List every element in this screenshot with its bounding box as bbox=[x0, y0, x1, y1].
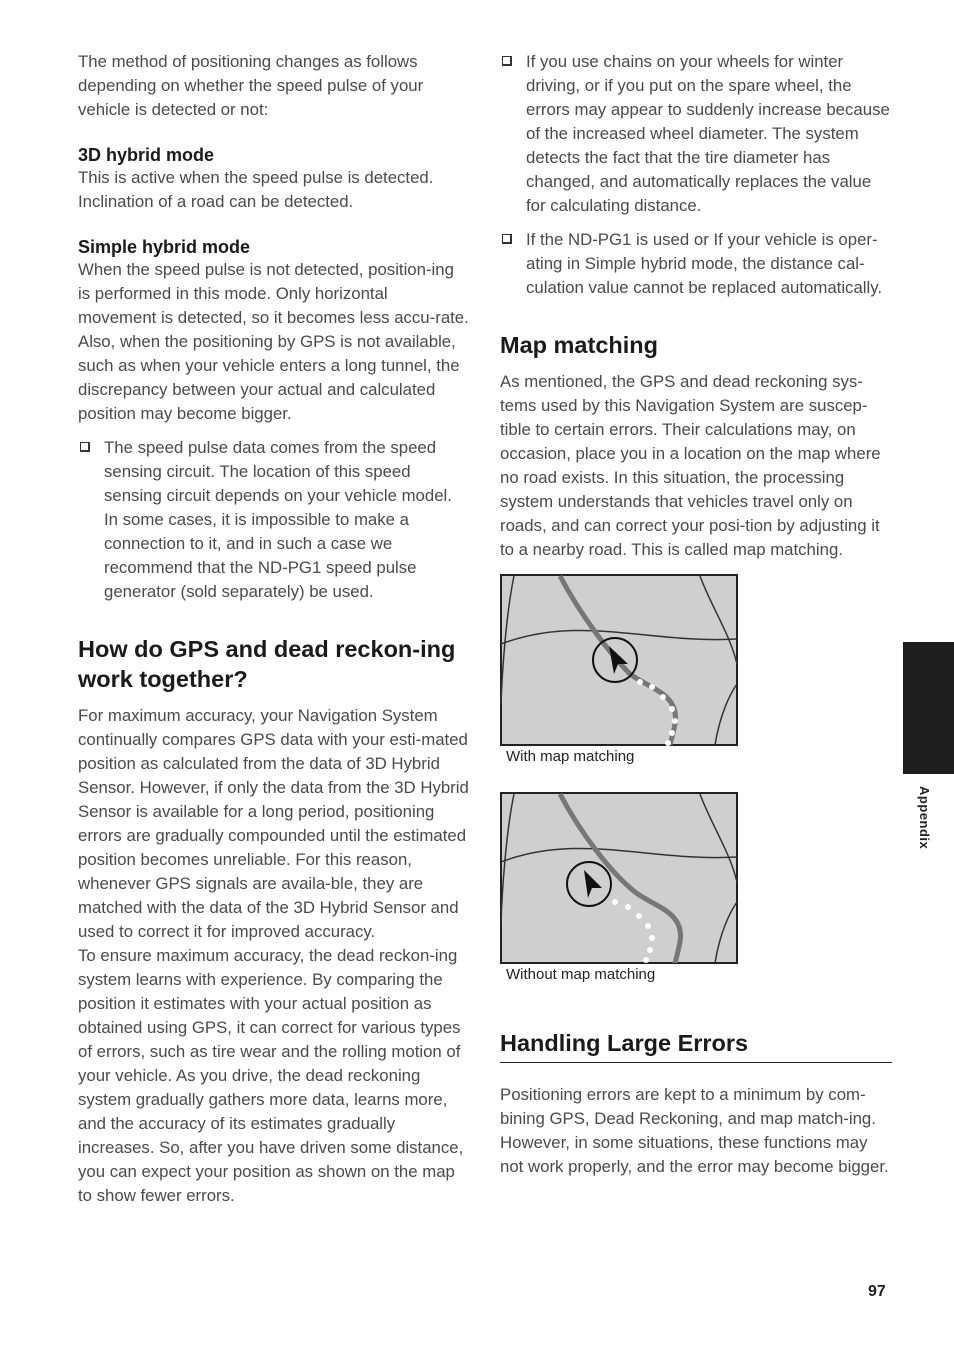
speed-pulse-note-text: The speed pulse data comes from the speed sensing circuit. The location of this speed sensing circuit depends on your vehicle model. In some cases, it is impossible to make a connection to it, and in such a case we recommend that the ND-PG1 speed pulse generator (sold separately) be used. bbox=[104, 438, 452, 601]
page-number: 97 bbox=[868, 1283, 886, 1300]
handling-large-errors-text: Positioning errors are kept to a minimum by com-bining GPS, Dead Reckoning, and map match-ing. However, in some situations, these functions may not work properly, and the error may become bigger. bbox=[500, 1085, 889, 1176]
handling-large-errors-heading: Handling Large Errors bbox=[500, 1028, 892, 1063]
with-map-matching-figure bbox=[500, 574, 738, 766]
tire-chains-note-text: If you use chains on your wheels for winter driving, or if you put on the spare wheel, the errors may appear to suddenly increase because of the increased wheel diameter. The system detects the fact that the tire diameter has changed, and automatically replaces the value for calculating distance. bbox=[526, 52, 890, 215]
gps-paragraph-2: To ensure maximum accuracy, the dead reckon-ing system learns with experience. By comparing the position it estimates with your actual position as obtained using GPS, it can correct for various types of errors, such as tire wear and the rolling motion of your vehicle. As you drive, the dead reckoning system gradually gathers more data, learns more, and the accuracy of its estimates gradually increases. So, after you have driven some distance, you can expect your position as shown on the map to show fewer errors. bbox=[78, 946, 464, 1205]
nd-pg1-note-text: If the ND-PG1 is used or If your vehicle is oper-ating in Simple hybrid mode, the distance cal-culation value cannot be replaced automatically. bbox=[526, 230, 883, 297]
section-tab bbox=[903, 642, 954, 774]
3d-hybrid-mode-heading: 3D hybrid mode bbox=[78, 145, 215, 165]
gps-paragraph-1: For maximum accuracy, your Navigation System continually compares GPS data with your esti-mated position as calculated from the data of 3D Hybrid Sensor. However, if only the data from the 3D Hybrid Sensor is available for a long period, positioning errors are gradually compounded until the estimated position becomes unreliable. For this reason, whenever GPS signals are availa-ble, they are matched with the data of the 3D Hybrid Sensor and used to correct it for improved accuracy. bbox=[78, 706, 469, 941]
appendix-label bbox=[900, 786, 940, 866]
without-map-matching-figure bbox=[500, 792, 738, 984]
checkbox-bullet-icon bbox=[80, 442, 90, 452]
checkbox-bullet-icon bbox=[502, 234, 512, 244]
simple-hybrid-mode-text: When the speed pulse is not detected, position-ing is performed in this mode. Only horizontal movement is detected, so it becomes less accu-rate. Also, when the positioning by GPS is not available, such as when your vehicle enters a long tunnel, the discrepancy between your actual and calculated position may become bigger. bbox=[78, 260, 469, 423]
right-column bbox=[500, 50, 892, 1179]
nd-pg1-note bbox=[500, 228, 892, 300]
checkbox-bullet-icon bbox=[502, 56, 512, 66]
without-map-matching-caption: Without map matching bbox=[506, 966, 656, 983]
with-map-matching-illustration bbox=[500, 574, 738, 746]
speed-pulse-note bbox=[78, 436, 470, 604]
without-map-matching-illustration bbox=[500, 792, 738, 964]
left-column bbox=[78, 50, 470, 1208]
simple-hybrid-mode-heading: Simple hybrid mode bbox=[78, 237, 251, 257]
intro-paragraph: The method of positioning changes as follows depending on whether the speed pulse of your vehicle is detected or not: bbox=[78, 52, 424, 119]
3d-hybrid-mode-text: This is active when the speed pulse is detected. Inclination of a road can be detected. bbox=[78, 168, 434, 211]
with-map-matching-caption: With map matching bbox=[506, 748, 635, 765]
gps-dead-reckoning-heading: How do GPS and dead reckon-ing work together? bbox=[78, 636, 456, 692]
map-matching-heading: Map matching bbox=[500, 332, 658, 358]
tire-chains-note bbox=[500, 50, 892, 218]
appendix-label-text: Appendix bbox=[917, 786, 932, 850]
map-matching-text: As mentioned, the GPS and dead reckoning sys-tems used by this Navigation System are suscep-tible to certain errors. Their calculations may, on occasion, place you in a location on the map where no road exists. In this situation, the processing system understands that vehicles travel only on roads, and can correct your posi-tion by adjusting it to a nearby road. This is called map matching. bbox=[500, 372, 881, 559]
